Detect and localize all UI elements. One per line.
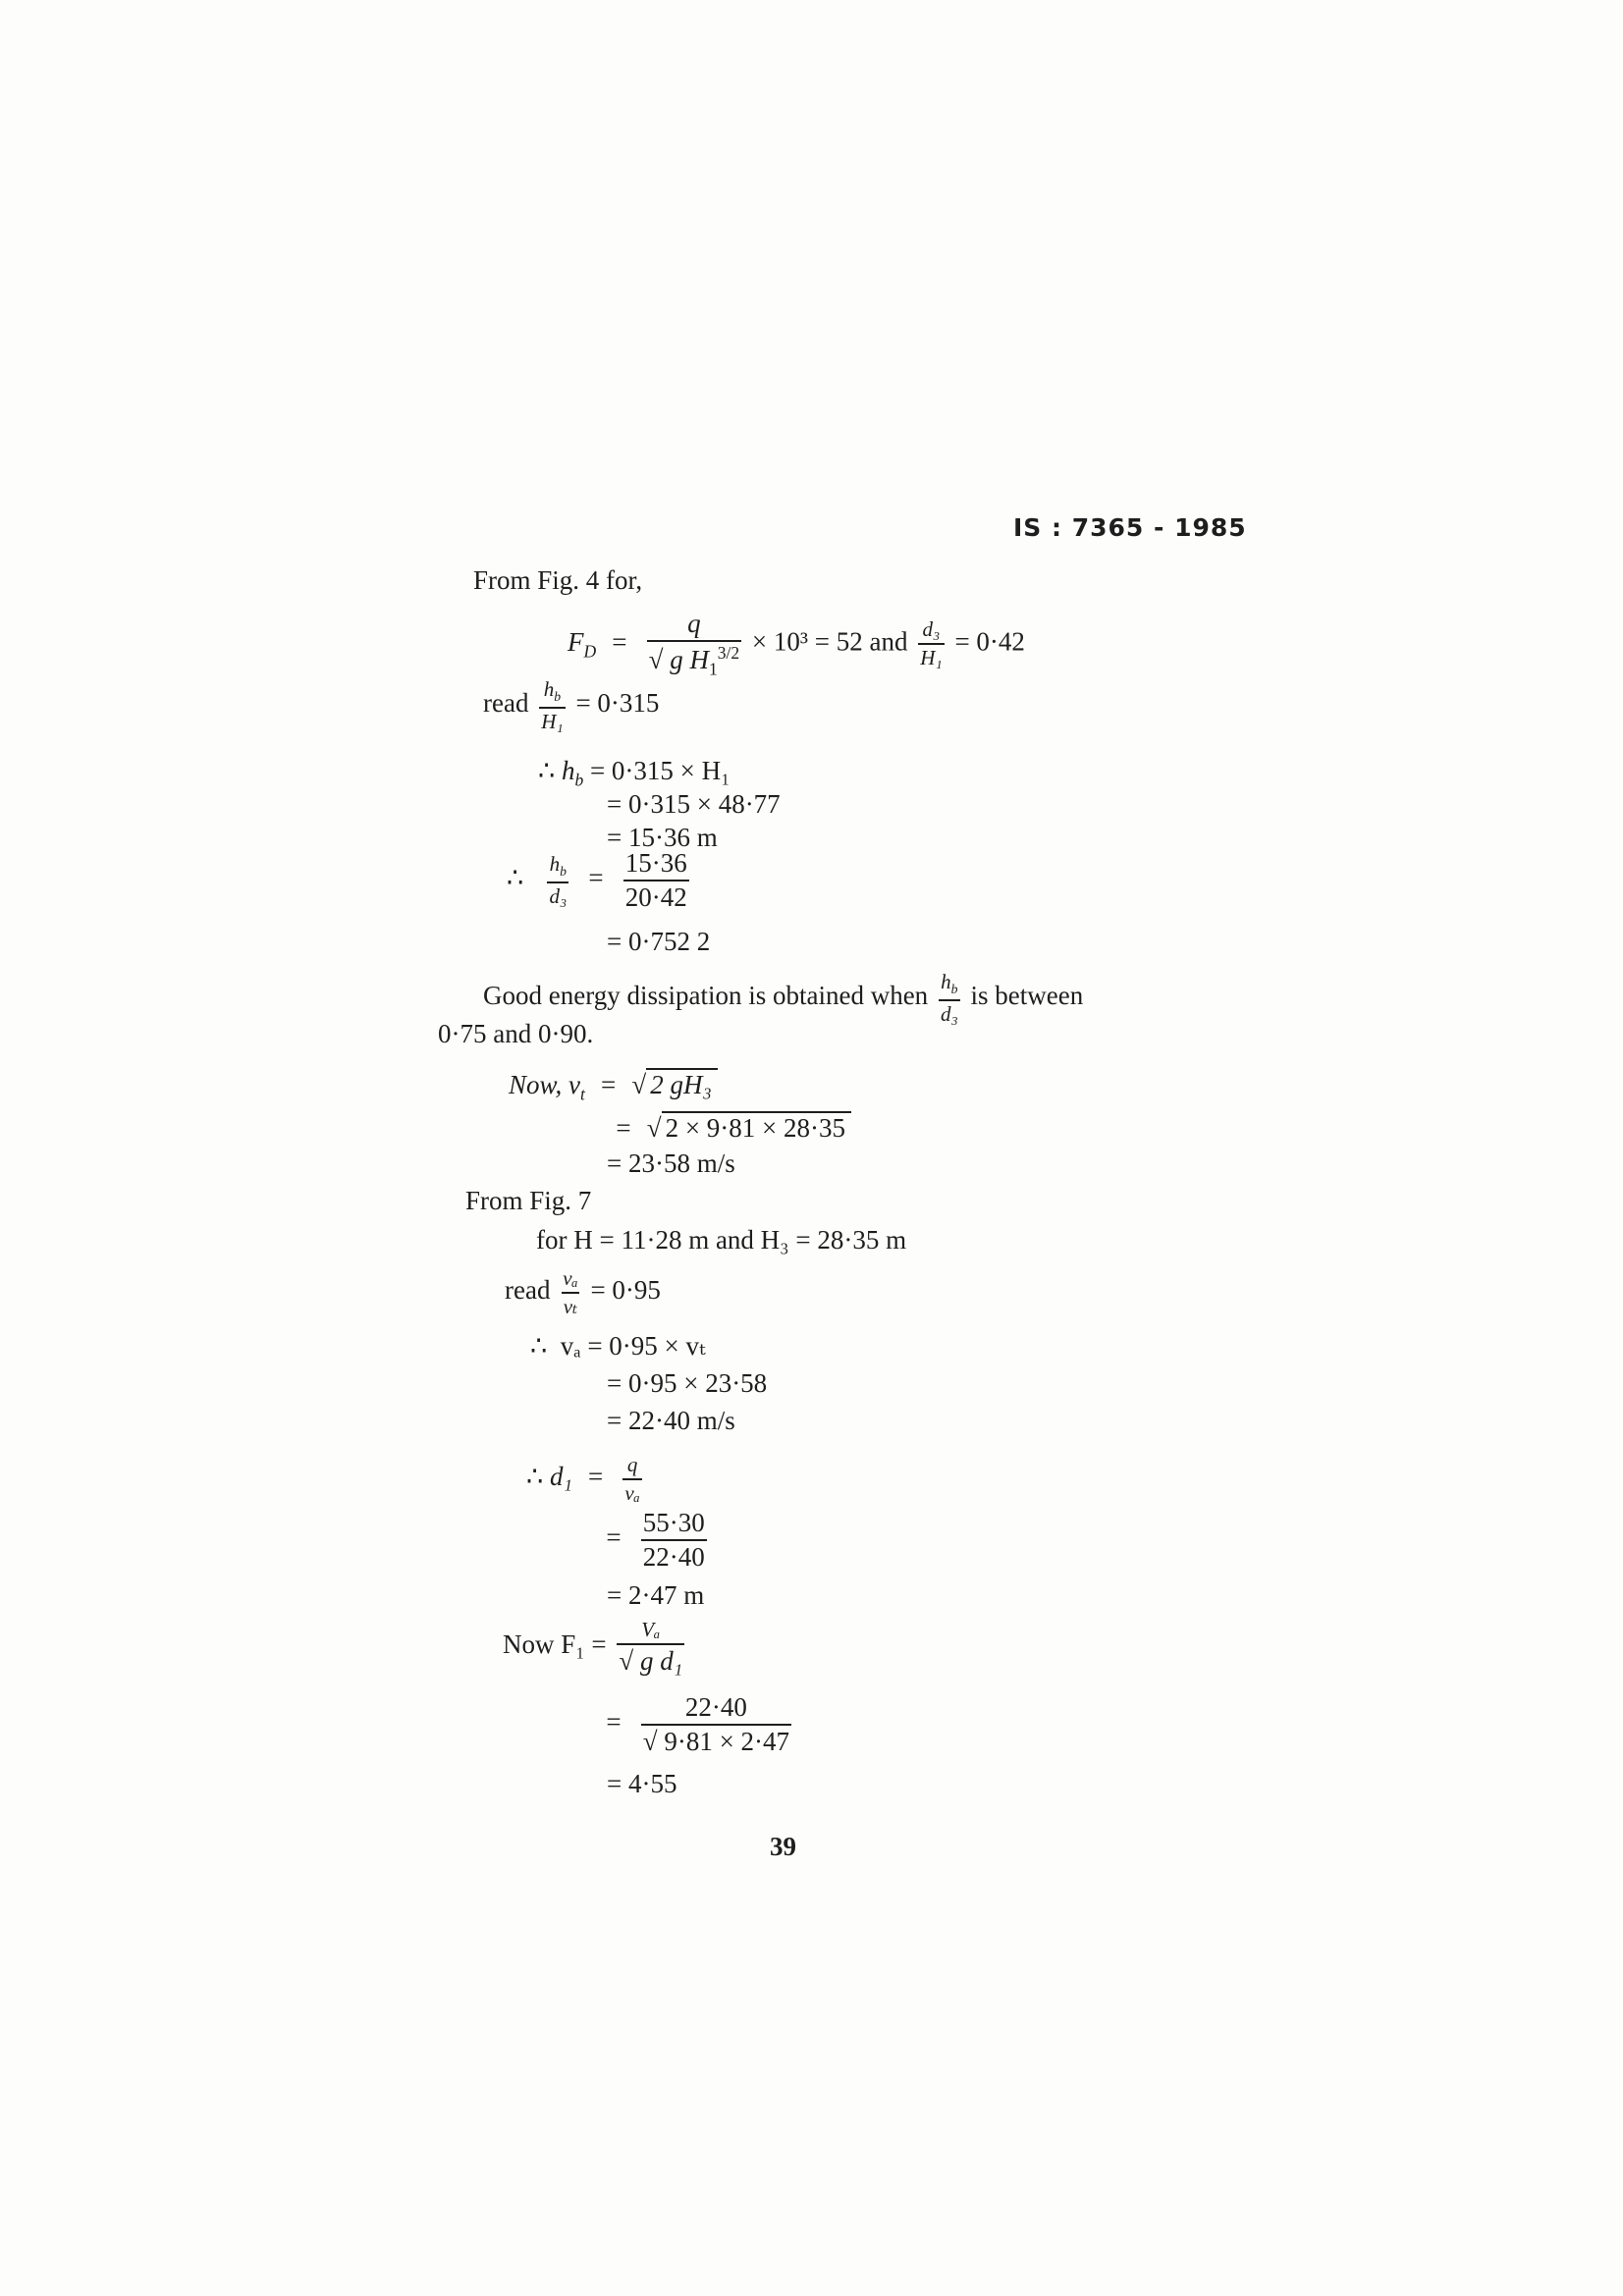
va-line-2: = 0·95 × 23·58 (607, 1368, 768, 1398)
fd-value: = 0·42 (954, 626, 1025, 657)
d1-value: = 2·47 m (607, 1580, 705, 1610)
vt-line-1: Now, $v_t$ = √ 2 gH₃ (509, 1068, 718, 1103)
hb-line-1: ∴ $h_b = 0\cdot 315 \times H_1$ (538, 756, 730, 790)
hb-line-2: = 0·315 × 48·77 (607, 789, 781, 819)
va-line-1: ∴ vₐ = 0·95 × vₜ (530, 1331, 706, 1361)
fd-equation: $F_D$ = $\frac{q}{√ g H_1^{3/2}}$ × 10³ = 52 and $\frac{\text{d₃}}{\text{H₁}}$ = 0·42 (568, 609, 1025, 679)
intro-line: From Fig. 4 for, (473, 565, 643, 595)
ratio-value: = 0·752 2 (607, 927, 711, 956)
f1-value: = 4·55 (607, 1769, 677, 1798)
document-header: IS : 7365 - 1985 (1013, 513, 1247, 542)
fd-symbol: $F_D$ (568, 626, 597, 662)
fd-fraction: $\frac{q}{√ g H_1^{3/2}}$ (648, 609, 740, 679)
d1-line-1: ∴ d₁ = $\frac{q}{\text{vₐ}}$ (526, 1453, 640, 1505)
read-va-line: read $\frac{\text{vₐ}}{\text{vₜ}}$ = 0·95 (505, 1266, 661, 1318)
ratio-line: ∴ $\frac{h_b}{\text{d₃}}$ = $\frac{15\cdot 36}{20\cdot 42}$ (507, 848, 687, 912)
dissipation-range: 0·75 and 0·90. (438, 1019, 594, 1048)
fig7-line: From Fig. 7 (465, 1186, 592, 1215)
d1-line-2: = $\frac{55\cdot 30}{22\cdot 40}$ (606, 1508, 705, 1572)
va-line-3: = 22·40 m/s (607, 1406, 735, 1435)
read-hb-line: read $\frac{h_b}{\text{H₁}}$ = 0·315 (483, 677, 660, 733)
fd-rest: × 10³ = 52 and (751, 626, 908, 657)
page-number: 39 (770, 1832, 796, 1861)
d3-h1-fraction: $\frac{\text{d₃}}{\text{H₁}}$ (920, 617, 943, 670)
vt-value: = 23·58 m/s (607, 1148, 735, 1178)
f1-line-2: = $\frac{22\cdot 40}{√ 9\cdot 81 \times 2\cdot 47}$ (606, 1692, 790, 1756)
dissipation-paragraph: Good energy dissipation is obtained when $\frac{h_b}{\text{d₃}}$ is between (483, 970, 1084, 1026)
f1-line-1: Now F₁ = $\frac{\text{Vₐ}}{\text{√ g d₁}}$ (503, 1618, 683, 1676)
hb-line-3: = 15·36 m (607, 823, 718, 852)
vt-line-2: = √ 2 × 9·81 × 28·35 (607, 1111, 851, 1142)
for-line: for H = 11·28 m and H₃ = 28·35 m (536, 1225, 907, 1255)
